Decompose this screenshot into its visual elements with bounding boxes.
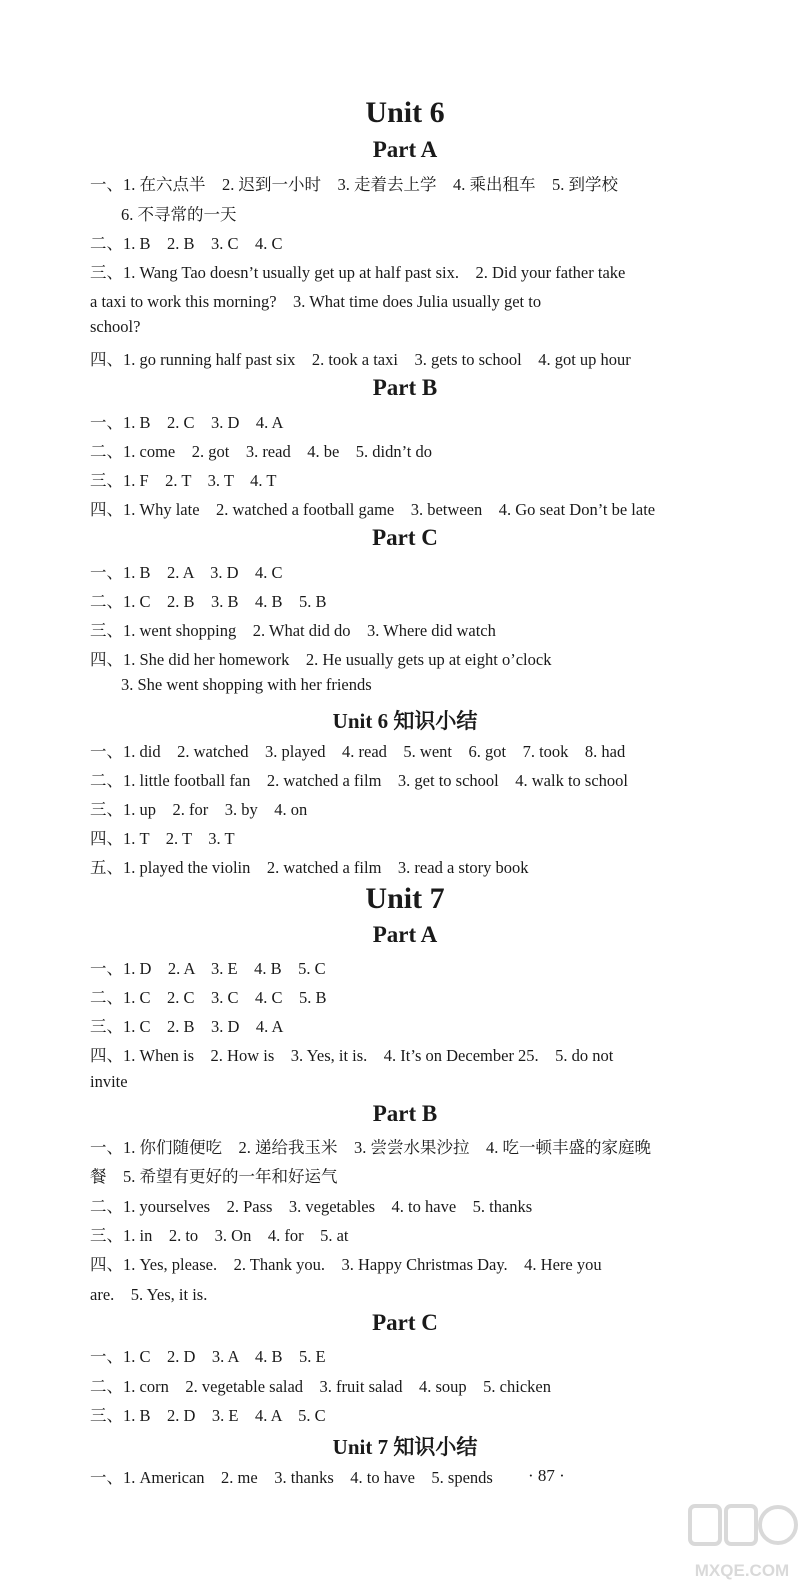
answer-line: 三、1. went shopping 2. What did do 3. Where did watch — [90, 621, 496, 640]
answer-line: 四、1. go running half past six 2. took a taxi 3. gets to school 4. got up hour — [90, 350, 631, 369]
answer-line: school? — [90, 317, 141, 336]
answer-line: are. 5. Yes, it is. — [90, 1285, 208, 1304]
answer-line: 二、1. come 2. got 3. read 4. be 5. didn’t do — [90, 442, 433, 461]
answer-line: 四、1. T 2. T 3. T — [90, 829, 235, 848]
answer-line: 五、1. played the violin 2. watched a film 3. read a story book — [90, 858, 529, 877]
watermark-logo — [682, 1500, 802, 1586]
watermark-text: MXQE.COM — [694, 1561, 790, 1580]
answer-line: 二、1. B 2. B 3. C 4. C — [90, 234, 283, 253]
answer-line: 一、1. 你们随便吃 2. 递给我玉米 3. 尝尝水果沙拉 4. 吃一顿丰盛的家庭晚 — [90, 1138, 651, 1157]
answer-line: 二、1. corn 2. vegetable salad 3. fruit salad 4. soup 5. chicken — [90, 1377, 551, 1396]
answer-line: 二、1. C 2. B 3. B 4. B 5. B — [90, 592, 327, 611]
answer-line: 二、1. C 2. C 3. C 4. C 5. B — [90, 988, 327, 1007]
watermark-mark-icon — [690, 1506, 796, 1544]
answer-line: 三、1. F 2. T 3. T 4. T — [90, 471, 277, 490]
answer-line: 四、1. When is 2. How is 3. Yes, it is. 4. It’s on December 25. 5. do not — [90, 1046, 614, 1065]
unit7-partA-title: Part A — [372, 922, 438, 947]
unit7-partC-title: Part C — [372, 1310, 438, 1335]
answer-line: 3. She went shopping with her friends — [121, 675, 372, 694]
page-number: · 87 · — [528, 1466, 565, 1485]
answer-line: 四、1. Why late 2. watched a football game 3. between 4. Go seat Don’t be late — [90, 500, 656, 519]
answer-line: 三、1. in 2. to 3. On 4. for 5. at — [90, 1226, 349, 1245]
unit6-partB-title: Part B — [372, 375, 438, 400]
answer-line: 二、1. little football fan 2. watched a film 3. get to school 4. walk to school — [90, 771, 628, 790]
answer-line: 一、1. did 2. watched 3. played 4. read 5. went 6. got 7. took 8. had — [90, 742, 626, 761]
unit6-partC-title: Part C — [372, 525, 438, 550]
answer-line: invite — [90, 1072, 128, 1091]
answer-line: 一、1. D 2. A 3. E 4. B 5. C — [90, 959, 326, 978]
answer-line: 一、1. 在六点半 2. 迟到一小时 3. 走着去上学 4. 乘出租车 5. 到学校 — [90, 175, 618, 194]
answer-line: 一、1. B 2. C 3. D 4. A — [90, 413, 284, 432]
answer-line: 三、1. Wang Tao doesn’t usually get up at half past six. 2. Did your father take — [90, 263, 626, 282]
unit7-title: Unit 7 — [365, 882, 445, 915]
unit6-title: Unit 6 — [365, 96, 445, 129]
answer-line: 三、1. up 2. for 3. by 4. on — [90, 800, 308, 819]
answer-line: 一、1. American 2. me 3. thanks 4. to have 5. spends — [90, 1468, 493, 1487]
answer-line: 一、1. C 2. D 3. A 4. B 5. E — [90, 1347, 326, 1366]
unit7-partB-title: Part B — [372, 1101, 438, 1126]
answer-line: 6. 不寻常的一天 — [121, 205, 237, 224]
answer-line: 二、1. yourselves 2. Pass 3. vegetables 4. to have 5. thanks — [90, 1197, 533, 1216]
answer-line: 三、1. B 2. D 3. E 4. A 5. C — [90, 1406, 326, 1425]
unit7-summary-title: Unit 7 知识小结 — [332, 1435, 478, 1459]
unit6-partA-title: Part A — [372, 137, 438, 162]
answer-line: 四、1. She did her homework 2. He usually gets up at eight o’clock — [90, 650, 552, 669]
answer-line: a taxi to work this morning? 3. What time does Julia usually get to — [90, 292, 542, 311]
unit6-summary-title: Unit 6 知识小结 — [332, 709, 478, 733]
answer-line: 一、1. B 2. A 3. D 4. C — [90, 563, 283, 582]
answer-line: 餐 5. 希望有更好的一年和好运气 — [90, 1167, 338, 1186]
answer-line: 三、1. C 2. B 3. D 4. A — [90, 1017, 284, 1036]
answer-line: 四、1. Yes, please. 2. Thank you. 3. Happy Christmas Day. 4. Here you — [90, 1255, 602, 1274]
